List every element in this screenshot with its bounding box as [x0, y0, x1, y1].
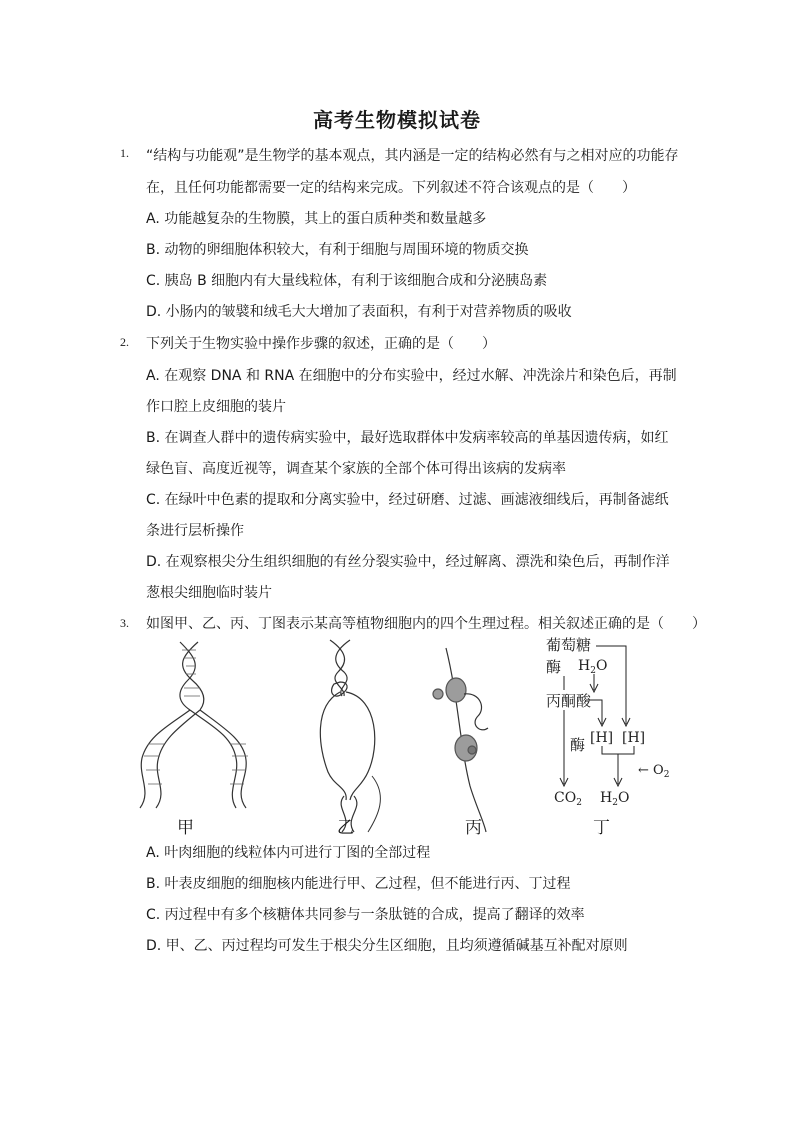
question-number: 1. [120, 146, 129, 160]
option-b-line: 绿色盲、高度近视等，调查某个家族的全部个体可得出该病的发病率 [146, 461, 566, 477]
option-d-line: D. 在观察根尖分生组织细胞的有丝分裂实验中，经过解离、漂洗和染色后，再制作洋 [146, 554, 670, 570]
label-glucose: 葡萄糖 [546, 636, 592, 654]
figure-bing-translation [433, 648, 488, 832]
question-number: 2. [120, 335, 129, 349]
option-c-line: C. 在绿叶中色素的提取和分离实验中，经过研磨、过滤、画滤液细线后，再制备滤纸 [146, 492, 669, 508]
figure-label-jia: 甲 [177, 818, 194, 838]
label-o2: O [653, 763, 664, 778]
option-d-line: 葱根尖细胞临时装片 [146, 585, 272, 601]
option-a-line: 作口腔上皮细胞的装片 [146, 399, 286, 415]
option-b: B. 动物的卵细胞体积较大，有利于细胞与周围环境的物质交换 [146, 242, 529, 258]
figure-yi-transcription [320, 640, 380, 832]
figure-label-ding: 丁 [593, 818, 610, 838]
figure-ding-respiration [546, 636, 669, 808]
label-h2o-out: H [600, 790, 613, 806]
figure-jia-dna-replication [140, 642, 248, 808]
option-a: A. 功能越复杂的生物膜，其上的蛋白质种类和数量越多 [146, 211, 487, 227]
option-a-line: A. 在观察 DNA 和 RNA 在细胞中的分布实验中，经过水解、冲洗涂片和染色后，再制 [146, 368, 677, 384]
option-c-line: 条进行层析操作 [146, 523, 244, 539]
process-figure [128, 636, 688, 836]
option-d: D. 小肠内的皱襞和绒毛大大增加了表面积，有利于对营养物质的吸收 [146, 304, 572, 320]
page-title: 高考生物模拟试卷 [313, 108, 481, 132]
option-b: B. 叶表皮细胞的细胞核内能进行甲、乙过程，但不能进行丙、丁过程 [146, 876, 571, 892]
option-c: C. 丙过程中有多个核糖体共同参与一条肽链的合成，提高了翻译的效率 [146, 907, 585, 923]
svg-text:CO2: $CO_2$ [554, 790, 582, 808]
label-enzyme-top: 酶 [546, 658, 562, 676]
svg-text:← O2: ← $O_2$ [638, 763, 670, 780]
question-stem-line: “结构与功能观”是生物学的基本观点，其内涵是一定的结构必然有与之相对应的功能存 [146, 148, 679, 164]
svg-text:H2O: $H_2O$ [600, 790, 630, 808]
figure-label-yi: 乙 [337, 818, 354, 838]
label-pyruvate: 丙酮酸 [546, 692, 592, 710]
question-stem-line: 如图甲、乙、丙、丁图表示某高等植物细胞内的四个生理过程。相关叙述正确的是（ ） [146, 616, 706, 632]
question-stem-line: 在，且任何功能都需要一定的结构来完成。下列叙述不符合该观点的是（ ） [146, 180, 636, 196]
question-stem-line: 下列关于生物实验中操作步骤的叙述，正确的是（ ） [146, 336, 496, 352]
question-number: 3. [120, 616, 129, 630]
label-co2: CO [554, 790, 577, 806]
label-h-1: [H] [590, 730, 614, 746]
option-d: D. 甲、乙、丙过程均可发生于根尖分生区细胞，且均须遵循碱基互补配对原则 [146, 938, 628, 954]
label-enzyme-bottom: 酶 [570, 736, 586, 754]
label-h2o-in: H [578, 658, 591, 674]
svg-text:H2O: $H_2O$ [578, 658, 608, 676]
label-h-2: [H] [622, 730, 646, 746]
figure-label-bing: 丙 [465, 818, 482, 838]
option-c: C. 胰岛 B 细胞内有大量线粒体，有利于该细胞合成和分泌胰岛素 [146, 273, 548, 289]
option-b-line: B. 在调查人群中的遗传病实验中，最好选取群体中发病率较高的单基因遗传病，如红 [146, 430, 669, 446]
option-a: A. 叶肉细胞的线粒体内可进行丁图的全部过程 [146, 845, 431, 861]
